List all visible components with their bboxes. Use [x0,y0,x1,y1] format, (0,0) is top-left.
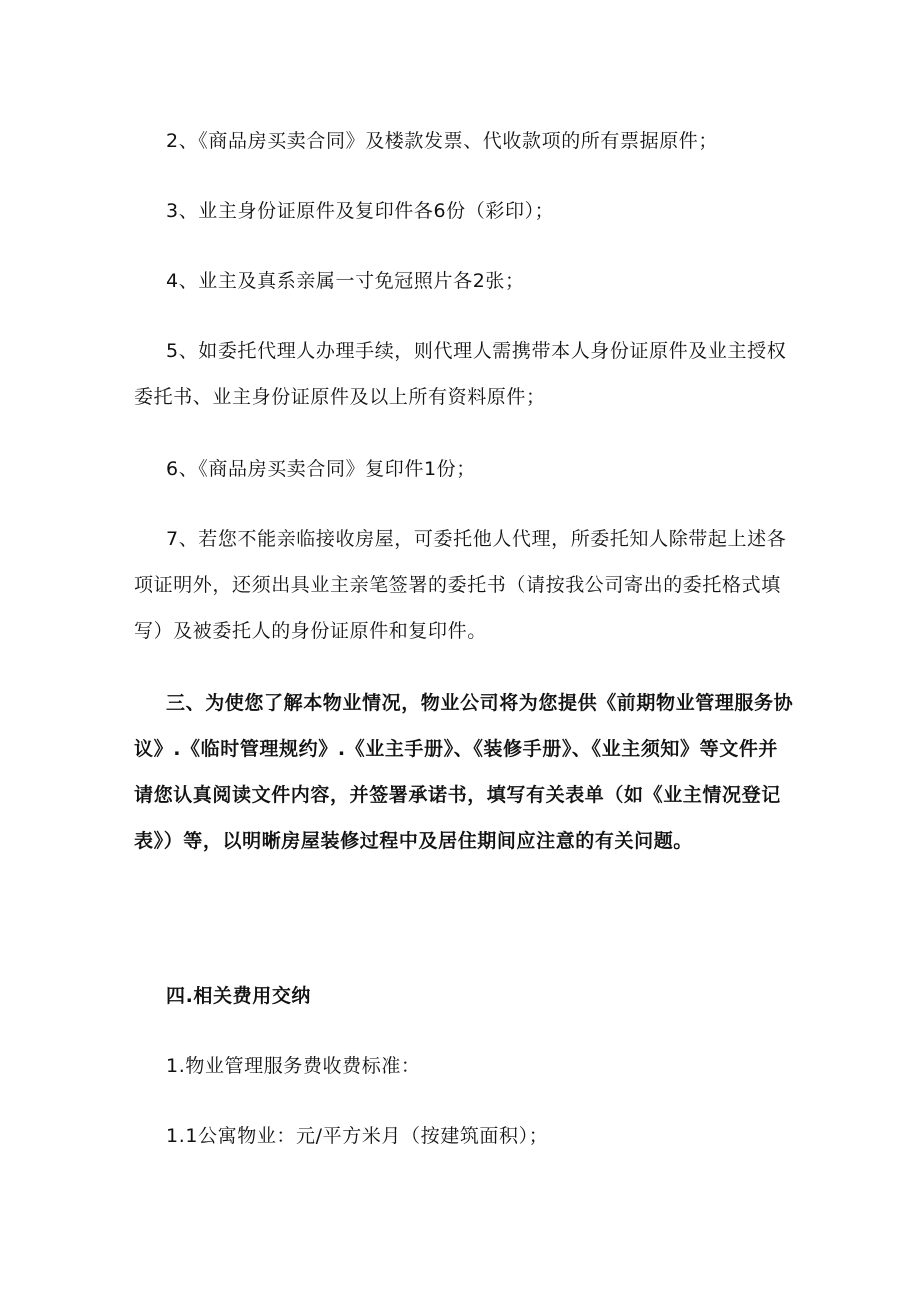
list-item-3: 3、业主身份证原件及复印件各6份（彩印）； [166,200,555,222]
list-item-5: 5、如委托代理人办理手续，则代理人需携带本人身份证原件及业主授权委托书、业主身份证原件及以上所有资料原件； [134,340,787,408]
list-item-2: 2、《商品房买卖合同》及楼款发票、代收款项的所有票据原件； [166,130,718,152]
list-item-4: 4、业主及真系亲属一寸免冠照片各2张； [166,270,525,292]
section-4-heading: 四.相关费用交纳 [166,985,312,1007]
list-item-7: 7、若您不能亲临接收房屋，可委托他人代理，所委托知人除带起上述各项证明外，还须出具业主亲笔签署的委托书（请按我公司寄出的委托格式填写）及被委托人的身份证原件和复印件。 [134,528,787,642]
apartment-fee-line: 1.1公寓物业：元/平方米月（按建筑面积）； [166,1125,549,1147]
list-item-6: 6、《商品房买卖合同》复印件1份； [166,458,476,480]
section-3-paragraph: 三、为使您了解本物业情况，物业公司将为您提供《前期物业管理服务协议》.《临时管理规约》.《业主手册》、《装修手册》、《业主须知》等文件并请您认真阅读文件内容，并签署承诺书，填写有关表单（如《业主情况登记表》）等，以明晰房屋装修过程中及居住期间应注意的有关问题。 [134,692,794,852]
fee-standard-heading: 1.物业管理服务费收费标准： [166,1055,421,1077]
